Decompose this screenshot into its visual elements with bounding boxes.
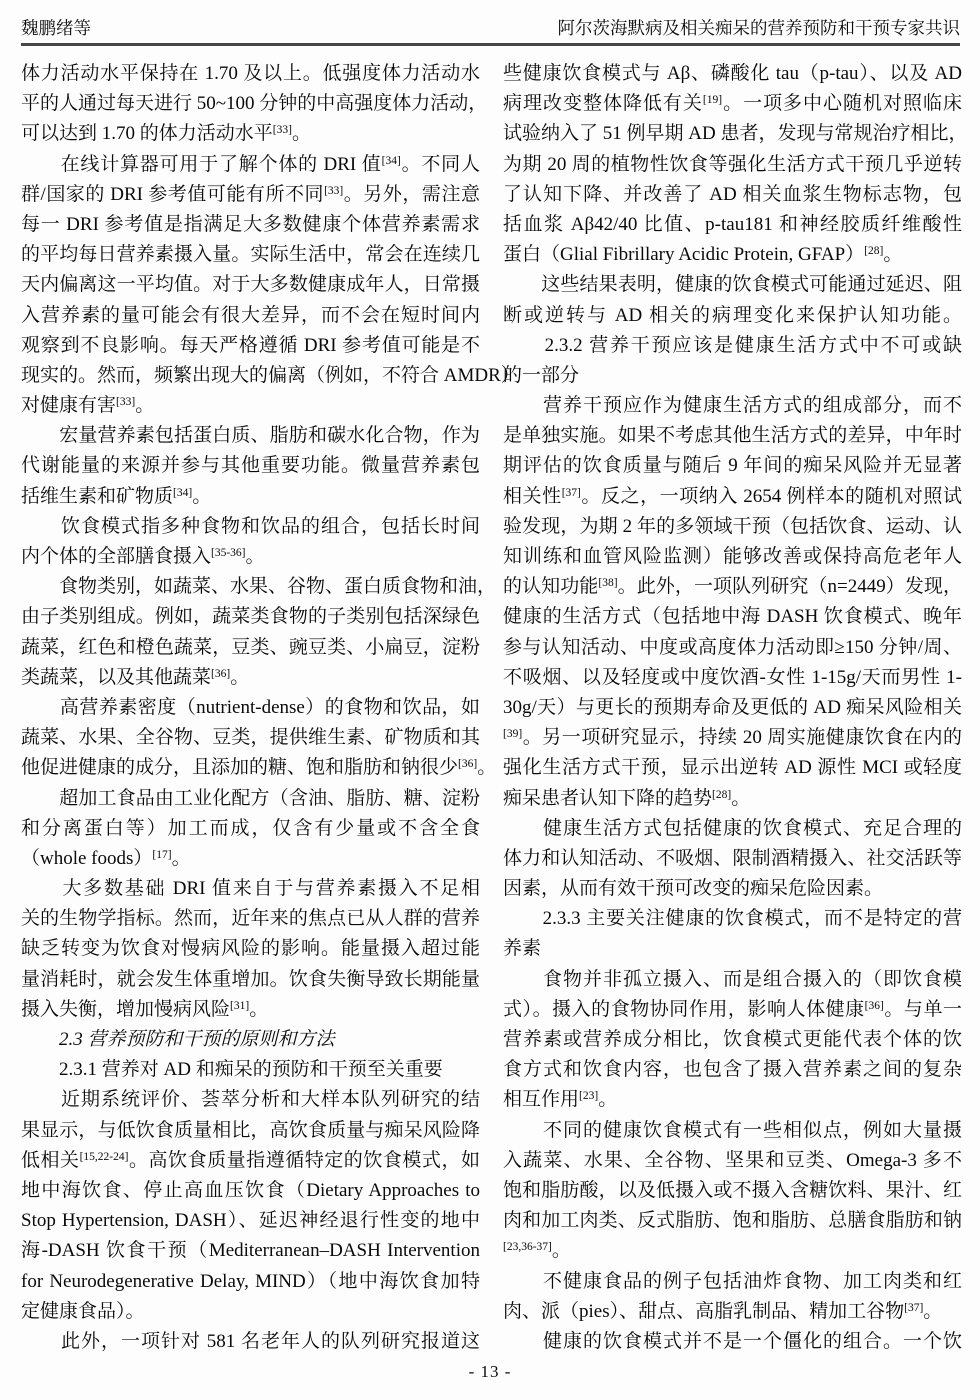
text-line: Stop Hypertension, DASH）、延迟神经退行性变的地中 xyxy=(21,1210,480,1232)
text-line: 大多数基础 DRI 值来自于与营养素摄入不足相 xyxy=(21,878,480,900)
text-line: 因素，从而有效干预可改变的痴呆危险因素。 xyxy=(503,878,884,900)
text-line: 断或逆转与 AD 相关的病理变化来保护认知功能。 xyxy=(503,304,962,326)
text-line: 量消耗时，就会发生体重增加。饮食失衡导致长期能量 xyxy=(21,968,480,990)
text-line: 蔬菜、水果、全谷物、豆类，提供维生素、矿物质和其 xyxy=(21,727,480,749)
text-line: 括维生素和矿物质[34]。 xyxy=(21,485,212,507)
text-line: 痴呆患者认知下降的趋势[28]。 xyxy=(503,787,751,809)
text-line: 可以达到 1.70 的体力活动水平[33]。 xyxy=(21,123,311,145)
text-line: 肉、派（pies）、甜点、高脂乳制品、精加工谷物[37]。 xyxy=(503,1300,943,1322)
text-line: [39]。另一项研究显示，持续 20 周实施健康饮食在内的 xyxy=(503,727,962,749)
text-line: 群/国家的 DRI 参考值可能有所不同[33]。另外，需注意 xyxy=(21,183,480,205)
text-line: 体力和认知活动、不吸烟、限制酒精摄入、社交活跃等 xyxy=(503,847,962,869)
text-line: 入蔬菜、水果、全谷物、坚果和豆类、Omega-3 多不 xyxy=(503,1149,962,1171)
text-line: 体力活动水平保持在 1.70 及以上。低强度体力活动水 xyxy=(21,63,480,84)
text-line: 式）。摄入的食物协同作用，影响人体健康[36]。与单一 xyxy=(503,998,962,1020)
text-line: 近期系统评价、荟萃分析和大样本队列研究的结 xyxy=(21,1089,480,1111)
text-line: 由子类别组成。例如，蔬菜类食物的子类别包括深绿色 xyxy=(21,606,480,628)
text-line: 内个体的全部膳食摄入[35-36]。 xyxy=(21,546,265,567)
text-line: 类蔬菜，以及其他蔬菜[36]。 xyxy=(21,666,250,688)
text-line: 现实的。然而，频繁出现大的偏离（例如，不符合 AMDR） xyxy=(21,364,520,386)
text-line: 食物类别，如蔬菜、水果、谷物、蛋白质食物和油， xyxy=(21,576,497,598)
heading-line: 2.3.2 营养干预应该是健康生活方式中不可或缺 xyxy=(503,334,962,356)
text-line: 观察到不良影响。每天严格遵循 DRI 参考值可能是不 xyxy=(21,334,480,356)
text-line: 为期 20 周的植物性饮食等强化生活方式干预几乎逆转 xyxy=(503,153,962,175)
heading-line: 的一部分 xyxy=(503,364,580,386)
text-line: 他促进健康的成分，且添加的糖、饱和脂肪和钠很少[36]。 xyxy=(21,757,497,779)
text-line: 30g/天）与更长的预期寿命及更低的 AD 痴呆风险相关 xyxy=(503,696,962,718)
text-line: 定健康食品）。 xyxy=(21,1300,145,1322)
text-line: 低相关[15,22-24]。高饮食质量指遵循特定的饮食模式，如 xyxy=(21,1149,480,1171)
text-line: 入营养素的量可能会有很大差异，而不会在短时间内 xyxy=(21,304,480,326)
text-line: 地中海饮食、停止高血压饮食（Dietary Approaches to xyxy=(21,1179,480,1201)
left-column xyxy=(21,59,520,1357)
text-line: 期评估的饮食质量与随后 9 年间的痴呆风险并无显著 xyxy=(503,455,962,477)
text-line: 肉和加工肉类、反式脂肪、饱和脂肪、总膳食脂肪和钠 xyxy=(503,1210,962,1232)
text-line: 缺乏转变为饮食对慢病风险的影响。能量摄入超过能 xyxy=(21,938,480,960)
heading-line: 2.3 营养预防和干预的原则和方法 xyxy=(21,1029,335,1050)
text-line: for Neurodegenerative Delay, MIND）（地中海饮食加特 xyxy=(21,1270,480,1292)
right-column xyxy=(503,59,968,1357)
heading-line: 养素 xyxy=(503,938,542,960)
text-line: 健康的饮食模式并不是一个僵化的组合。一个饮 xyxy=(503,1330,962,1352)
page-number: - 13 - xyxy=(468,1362,512,1381)
text-line: 宏量营养素包括蛋白质、脂肪和碳水化合物，作为 xyxy=(21,425,480,447)
text-line: 验发现，为期 2 年的多领域干预（包括饮食、运动、认 xyxy=(503,515,962,537)
text-line: 平的人通过每天进行 50~100 分钟的中高强度体力活动， xyxy=(21,93,488,115)
text-line: 不健康食品的例子包括油炸食物、加工肉类和红 xyxy=(503,1270,962,1292)
text-line: 高营养素密度（nutrient-dense）的食物和饮品，如 xyxy=(21,696,480,718)
text-line: 此外，一项针对 581 名老年人的队列研究报道这 xyxy=(21,1330,480,1352)
text-line: 和分离蛋白等）加工而成，仅含有少量或不含全食 xyxy=(21,817,480,839)
page-header xyxy=(21,17,960,39)
text-line: 每一 DRI 参考值是指满足大多数健康个体营养素需求 xyxy=(21,213,480,235)
text-line: 的认知功能[38]。此外，一项队列研究（n=2449）发现， xyxy=(503,576,962,598)
text-line: 参与认知活动、中度或高度体力活动即≥150 分钟/周、 xyxy=(503,636,962,658)
text-line: 这些结果表明，健康的饮食模式可能通过延迟、阻 xyxy=(503,274,962,296)
text-line: 知训练和血管风险监测）能够改善或保持高危老年人 xyxy=(503,546,962,567)
text-line: 营养干预应作为健康生活方式的组成部分，而不 xyxy=(503,395,962,417)
header-running-title: 阿尔茨海默病及相关痴呆的营养预防和干预专家共识 xyxy=(557,18,960,38)
text-line: 病理改变整体降低有关[19]。一项多中心随机对照临床 xyxy=(503,93,962,115)
text-line: 海-DASH 饮食干预（Mediterranean–DASH Intervention xyxy=(21,1240,480,1262)
text-line: 括血浆 Aβ42/40 比值、p-tau181 和神经胶质纤维酸性 xyxy=(503,213,962,235)
text-line: 关的生物学指标。然而，近年来的焦点已从人群的营养 xyxy=(21,908,480,930)
text-line: 摄入失衡，增加慢病风险[31]。 xyxy=(21,998,269,1020)
text-line: 蔬菜，红色和橙色蔬菜，豆类、豌豆类、小扁豆，淀粉 xyxy=(21,636,480,658)
text-line: 饮食模式指多种食物和饮品的组合，包括长时间 xyxy=(21,515,480,537)
text-line: 强化生活方式干预，显示出逆转 AD 源性 MCI 或轻度 xyxy=(503,757,962,779)
heading-line: 2.3.3 主要关注健康的饮食模式，而不是特定的营 xyxy=(503,908,962,930)
text-line: 食方式和饮食内容，也包含了摄入营养素之间的复杂 xyxy=(503,1059,962,1081)
text-line: 在线计算器可用于了解个体的 DRI 值[34]。不同人 xyxy=(21,153,480,175)
text-line: 超加工食品由工业化配方（含油、脂肪、糖、淀粉 xyxy=(21,787,480,809)
text-line: 蛋白（Glial Fibrillary Acidic Protein, GFAP）[28]。 xyxy=(503,244,903,266)
text-line: 不同的健康饮食模式有一些相似点，例如大量摄 xyxy=(503,1119,962,1141)
header-rule xyxy=(21,43,960,46)
text-line: 的平均每日营养素摄入量。实际生活中，常会在连续几 xyxy=(21,244,480,266)
text-line: 对健康有害[33]。 xyxy=(21,395,155,417)
text-line: 食物并非孤立摄入、而是组合摄入的（即饮食模 xyxy=(503,968,962,990)
two-column-body xyxy=(21,59,968,1357)
text-line: 些健康饮食模式与 Aβ、磷酸化 tau（p-tau）、以及 AD xyxy=(503,63,962,84)
text-line: 相互作用[23]。 xyxy=(503,1089,618,1111)
heading-line: 2.3.1 营养对 AD 和痴呆的预防和干预至关重要 xyxy=(21,1059,443,1081)
text-line: 果显示，与低饮食质量相比，高饮食质量与痴呆风险降 xyxy=(21,1119,480,1141)
text-line: 了认知下降、并改善了 AD 相关血浆生物标志物，包 xyxy=(503,183,962,205)
header-running-author: 魏鹏绪等 xyxy=(21,18,91,38)
text-line: 天内偏离这一平均值。对于大多数健康成年人，日常摄 xyxy=(21,274,480,296)
text-line: 是单独实施。如果不考虑其他生活方式的差异，中年时 xyxy=(503,425,962,447)
text-line: （whole foods）[17]。 xyxy=(21,847,191,869)
text-line: 健康的生活方式（包括地中海 DASH 饮食模式、晚年 xyxy=(503,606,962,628)
text-line: 饱和脂肪酸，以及低摄入或不摄入含糖饮料、果汁、红 xyxy=(503,1179,962,1201)
text-line: 代谢能量的来源并参与其他重要功能。微量营养素包 xyxy=(21,455,480,477)
text-line: 试验纳入了 51 例早期 AD 患者，发现与常规治疗相比， xyxy=(503,123,968,145)
text-line: 不吸烟、以及轻度或中度饮酒-女性 1-15g/天而男性 1- xyxy=(503,666,962,688)
text-line: 营养素或营养成分相比，饮食模式更能代表个体的饮 xyxy=(503,1029,962,1050)
text-line: [23,36-37]。 xyxy=(503,1240,571,1262)
text-line: 健康生活方式包括健康的饮食模式、充足合理的 xyxy=(503,817,962,839)
text-line: 相关性[37]。反之，一项纳入 2654 例样本的随机对照试 xyxy=(503,485,962,507)
